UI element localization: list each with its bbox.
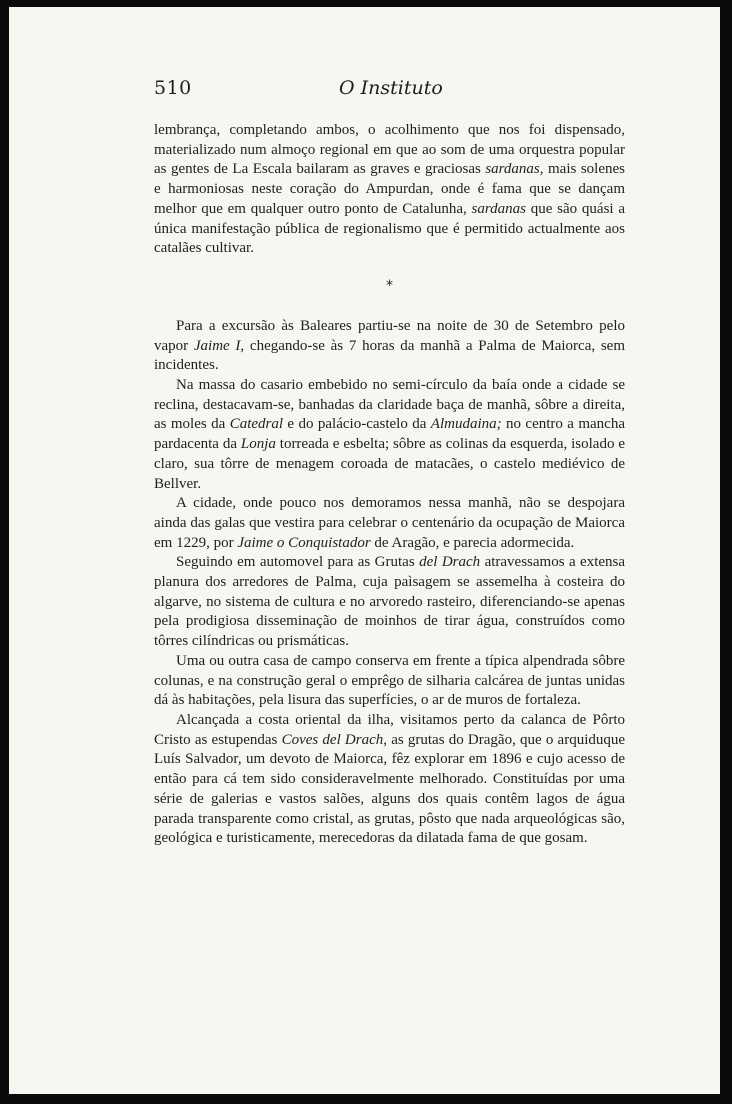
paragraph: [154, 652, 625, 711]
text-run: Seguindo em automovel para as Grutas: [176, 554, 420, 571]
italic-run: Catedral: [229, 416, 284, 433]
text-run: A cidade, onde pouco nos demoramos nessa manhã, não se despojara ainda das galas que vestira para celebrar o centenário da ocupação de Maiorca em 1229, por: [154, 495, 625, 551]
italic-run: Jaime I,: [193, 337, 245, 354]
page-header: [154, 75, 625, 101]
text-run: atravessamos a extensa planura dos arredores de Palma, cuja paìsagem se assemelha à costeira do algarve, no sistema de cultura e no arvoredo rasteiro, diferenciando-se apenas pela prodigiosa disseminação de moinhos de tirar água, construídos como tôrres cilíndricas ou prismáticas.: [154, 554, 626, 650]
text-run: Alcançada a costa oriental da ilha, visitamos perto da calanca de Pôrto Cristo as estupendas: [154, 711, 625, 748]
text-run: e do palácio-castelo da: [283, 416, 431, 433]
italic-run: Lonja: [240, 436, 276, 453]
text-run: Uma ou outra casa de campo conserva em frente a típica alpendrada sôbre colunas, e na construção geral o emprêgo de silharia calcárea de juntas unidas dá às habitações, pela lisura das superfícies, o ar de muros de fortaleza.: [154, 652, 625, 709]
section-separator: *: [386, 277, 393, 294]
book-page: [9, 7, 720, 1094]
text-run: que são quási a única manifestação pública de regionalismo que é permitido actualmente aos catalães cultivar.: [154, 200, 625, 257]
paragraph: [154, 711, 625, 849]
body-text: [154, 121, 625, 849]
paragraph: [154, 121, 625, 259]
text-run: mais solenes e harmoniosas neste coração do Ampurdan, onde é fama que se dançam melhor que em qualquer outro ponto de Catalunha,: [154, 161, 625, 217]
page-number: 510: [154, 77, 192, 99]
running-title: O Instituto: [339, 77, 443, 99]
paragraph: [154, 494, 625, 553]
text-run: Na massa do casario embebido no semi-círculo da baía onde a cidade se reclina, destacavam-se, banhadas da claridade baça de manhã, sôbre a direita, as moles da: [154, 377, 625, 433]
text-run: no centro a mancha pardacenta da: [154, 416, 626, 453]
text-run: torreada e esbelta; sôbre as colinas da esquerda, isolado e claro, sua tôrre de menagem coroada de matacães, o castelo mediévico de Bellver.: [154, 436, 625, 492]
italic-run: Coves del Drach,: [281, 731, 388, 748]
italic-run: sardanas: [471, 200, 526, 217]
paragraph: [154, 376, 625, 494]
italic-run: sardanas,: [485, 161, 544, 178]
paragraph: [154, 317, 625, 376]
italic-run: Almudaina;: [430, 416, 502, 433]
text-run: Para a excursão às Baleares partiu-se na noite de 30 de Setembro pelo vapor: [154, 317, 625, 354]
italic-run: del Drach: [419, 554, 481, 571]
text-run: lembrança, completando ambos, o acolhimento que nos foi dispensado, materializado num almoço regional em que ao som de uma orquestra popular as gentes de La Escala bailaram as graves e graciosas: [154, 122, 625, 178]
text-run: de Aragão, e parecia adormecida.: [370, 534, 575, 551]
text-run: chegando-se às 7 horas da manhã a Palma de Maiorca, sem incidentes.: [154, 337, 625, 374]
italic-run: Jaime o Conquistador: [237, 534, 371, 551]
text-run: as grutas do Dragão, que o arquiduque Luís Salvador, um devoto de Maiorca, fêz explorar em 1896 e cujo acesso de então para cá tem sido consideravelmente melhorado. Constituídas por uma série de galerias e vastos salões, alguns dos quais contêm lagos de água parada transparente como cristal, as grutas, pôsto que nada arqueológicas são, geológica e turisticamente, merecedoras da dilatada fama de que gosam.: [154, 731, 626, 847]
paragraph: [154, 553, 625, 652]
